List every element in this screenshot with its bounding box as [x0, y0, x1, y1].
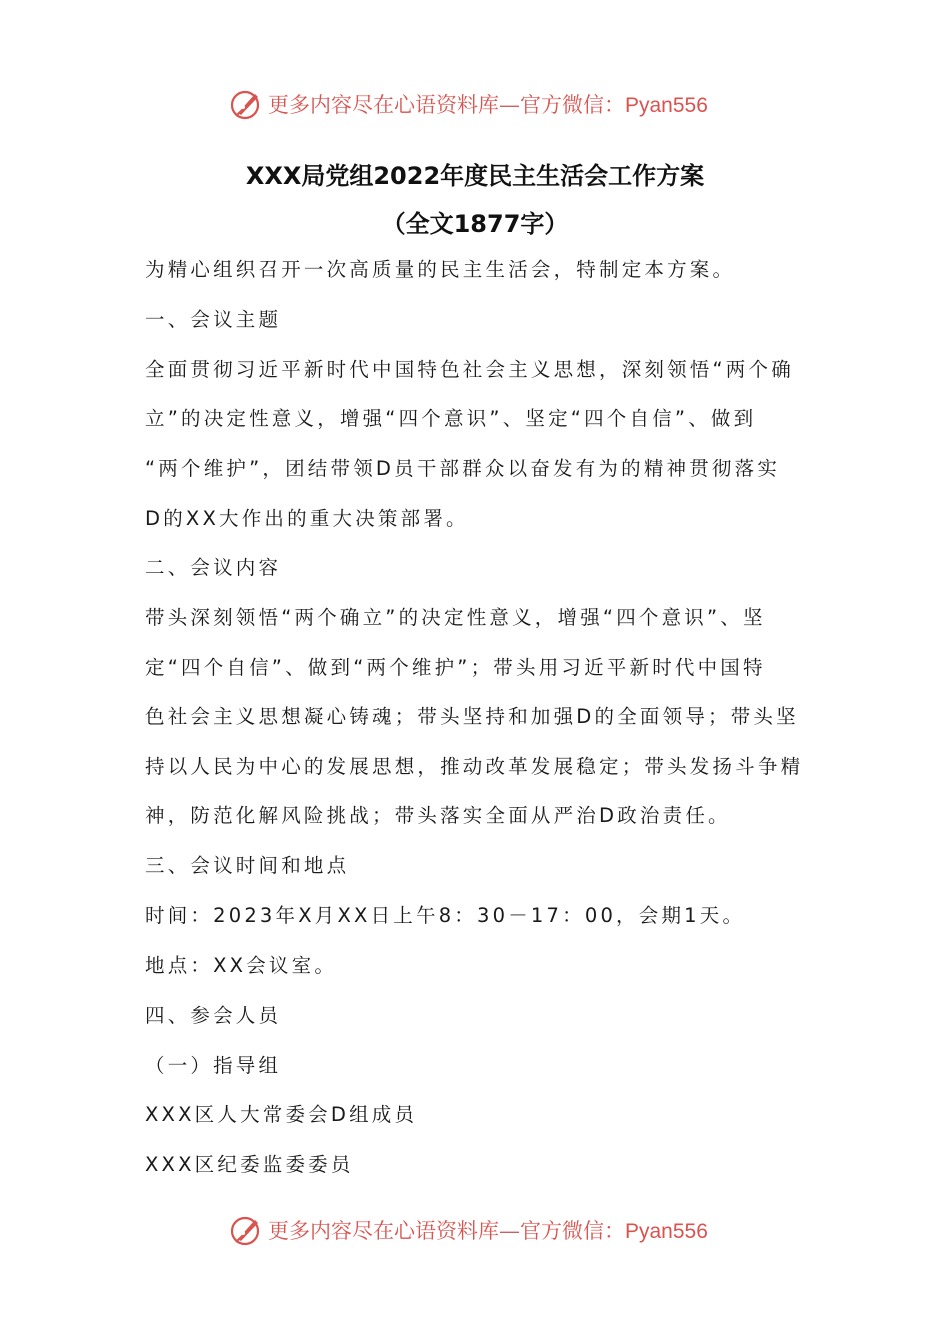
section-heading: 一、会议主题: [145, 308, 282, 331]
section-heading: 四、参会人员: [145, 1004, 282, 1027]
watermark-slogan: 更多内容尽在心语资料库: [268, 93, 499, 117]
body-line: 为精心组织召开一次高质量的民主生活会，特制定本方案。: [145, 258, 736, 281]
section-heading: 三、会议时间和地点: [145, 854, 350, 877]
document-subtitle: （全文1877字）: [381, 210, 569, 238]
watermark-contact: 官方微信：: [520, 93, 625, 117]
section-heading: 二、会议内容: [145, 556, 282, 579]
watermark-text: [268, 1215, 708, 1245]
watermark-banner-top: [0, 82, 950, 126]
body-line: 带头深刻领悟“两个确立”的决定性意义，增强“四个意识”、坚: [145, 606, 766, 629]
body-line: 色社会主义思想凝心铸魂；带头坚持和加强D的全面领导；带头坚: [145, 705, 799, 728]
body-line: 立”的决定性意义，增强“四个意识”、坚定“四个自信”、做到: [145, 407, 757, 430]
watermark-wechat-id: Pyan556: [625, 1220, 708, 1243]
watermark-wechat-id: Pyan556: [625, 94, 708, 117]
pen-seal-icon: [228, 86, 264, 122]
body-line: “两个维护”，团结带领D员干部群众以奋发有为的精神贯彻落实: [145, 457, 781, 480]
subsection-heading: （一）指导组: [145, 1054, 282, 1077]
watermark-separator: —: [499, 93, 520, 117]
body-line: 地点：XX会议室。: [145, 954, 338, 977]
body-line: D的XX大作出的重大决策部署。: [145, 507, 469, 530]
body-line: XXX区纪委监委委员: [145, 1153, 354, 1176]
watermark-slogan: 更多内容尽在心语资料库: [268, 1219, 499, 1243]
body-line: 定“四个自信”、做到“两个维护”；带头用习近平新时代中国特: [145, 656, 766, 679]
watermark-banner-bottom: [0, 1208, 950, 1252]
body-line: XXX区人大常委会D组成员: [145, 1103, 418, 1126]
watermark-contact: 官方微信：: [520, 1219, 625, 1243]
watermark-text: [268, 89, 708, 119]
body-line: 全面贯彻习近平新时代中国特色社会主义思想，深刻领悟“两个确: [145, 358, 794, 381]
body-line: 时间：2023年X月XX日上午8：30－17：00，会期1天。: [145, 904, 746, 927]
pen-seal-icon: [228, 1212, 264, 1248]
body-line: 神，防范化解风险挑战；带头落实全面从严治D政治责任。: [145, 804, 731, 827]
document-title: XXX局党组2022年度民主生活会工作方案: [245, 162, 705, 190]
watermark-separator: —: [499, 1219, 520, 1243]
body-line: 持以人民为中心的发展思想，推动改革发展稳定；带头发扬斗争精: [145, 755, 804, 778]
